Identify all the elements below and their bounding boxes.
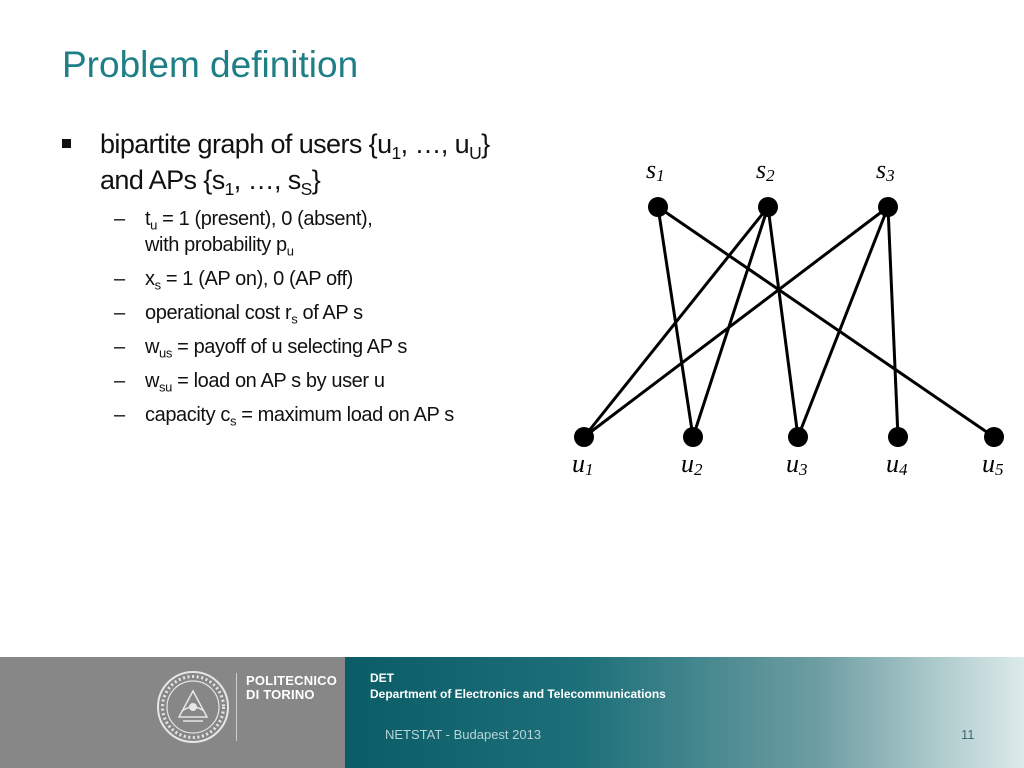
node-s1 (648, 197, 668, 217)
edge-s1-u5 (658, 207, 994, 437)
main-bullet (62, 126, 562, 198)
page-number: 11 (961, 727, 975, 742)
node-s2 (758, 197, 778, 217)
edge-s2-u3 (768, 207, 798, 437)
edge-s3-u4 (888, 207, 898, 437)
label-u2: u2 (681, 449, 703, 479)
label-u3: u3 (786, 449, 808, 479)
node-u1 (574, 427, 594, 447)
university-name: POLITECNICO DI TORINO (246, 673, 338, 702)
label-u5: u5 (982, 449, 1004, 479)
label-u1: u1 (572, 449, 594, 479)
footer-left-panel (0, 657, 345, 768)
footer-bar (0, 657, 1024, 768)
slide-content (62, 126, 562, 428)
node-u5 (984, 427, 1004, 447)
subitem-capacity: – capacity $c_s$ = maximum load on AP s (114, 404, 454, 429)
node-s3 (878, 197, 898, 217)
subitem-payoff: – $w_{us}$ = payoff of u selecting AP s (114, 336, 408, 361)
bullet-line-1: bipartite graph of users {$u_1$, …, $u_U$} (100, 129, 490, 164)
edge-s2-u1 (584, 207, 768, 437)
bullet-line-2: and APs {$s_1$, …, $s_S$} (100, 165, 321, 200)
label-u4: u4 (886, 449, 908, 479)
node-u2 (683, 427, 703, 447)
label-s3: s3 (876, 155, 895, 185)
graph-edges (584, 207, 994, 437)
university-seal-icon (155, 669, 231, 745)
subitem-load: – $w_{su}$ = load on AP s by user u (114, 370, 385, 395)
subitem-ap-state: – $x_s = 1$ (AP on), 0 (AP off) (114, 268, 353, 293)
subitem-presence: – $t_u = 1$ (present), 0 (absent), with probability $p_u$ (114, 208, 373, 259)
graph-labels (572, 155, 1004, 479)
subitem-operational-cost: – operational cost $r_s$ of AP s (114, 302, 363, 327)
edge-s2-u2 (693, 207, 768, 437)
bullet-square-icon (62, 139, 71, 148)
event-name: NETSTAT - Budapest 2013 (385, 727, 542, 742)
logo-divider (236, 673, 237, 741)
department-code: DET (370, 671, 394, 685)
label-s2: s2 (756, 155, 775, 185)
department-name: Department of Electronics and Telecommunications (370, 687, 666, 701)
bipartite-graph (560, 140, 1020, 500)
slide-title: Problem definition (62, 44, 359, 85)
graph-nodes (574, 197, 1004, 447)
footer-right-panel (345, 657, 1024, 768)
label-s1: s1 (646, 155, 665, 185)
node-u4 (888, 427, 908, 447)
node-u3 (788, 427, 808, 447)
